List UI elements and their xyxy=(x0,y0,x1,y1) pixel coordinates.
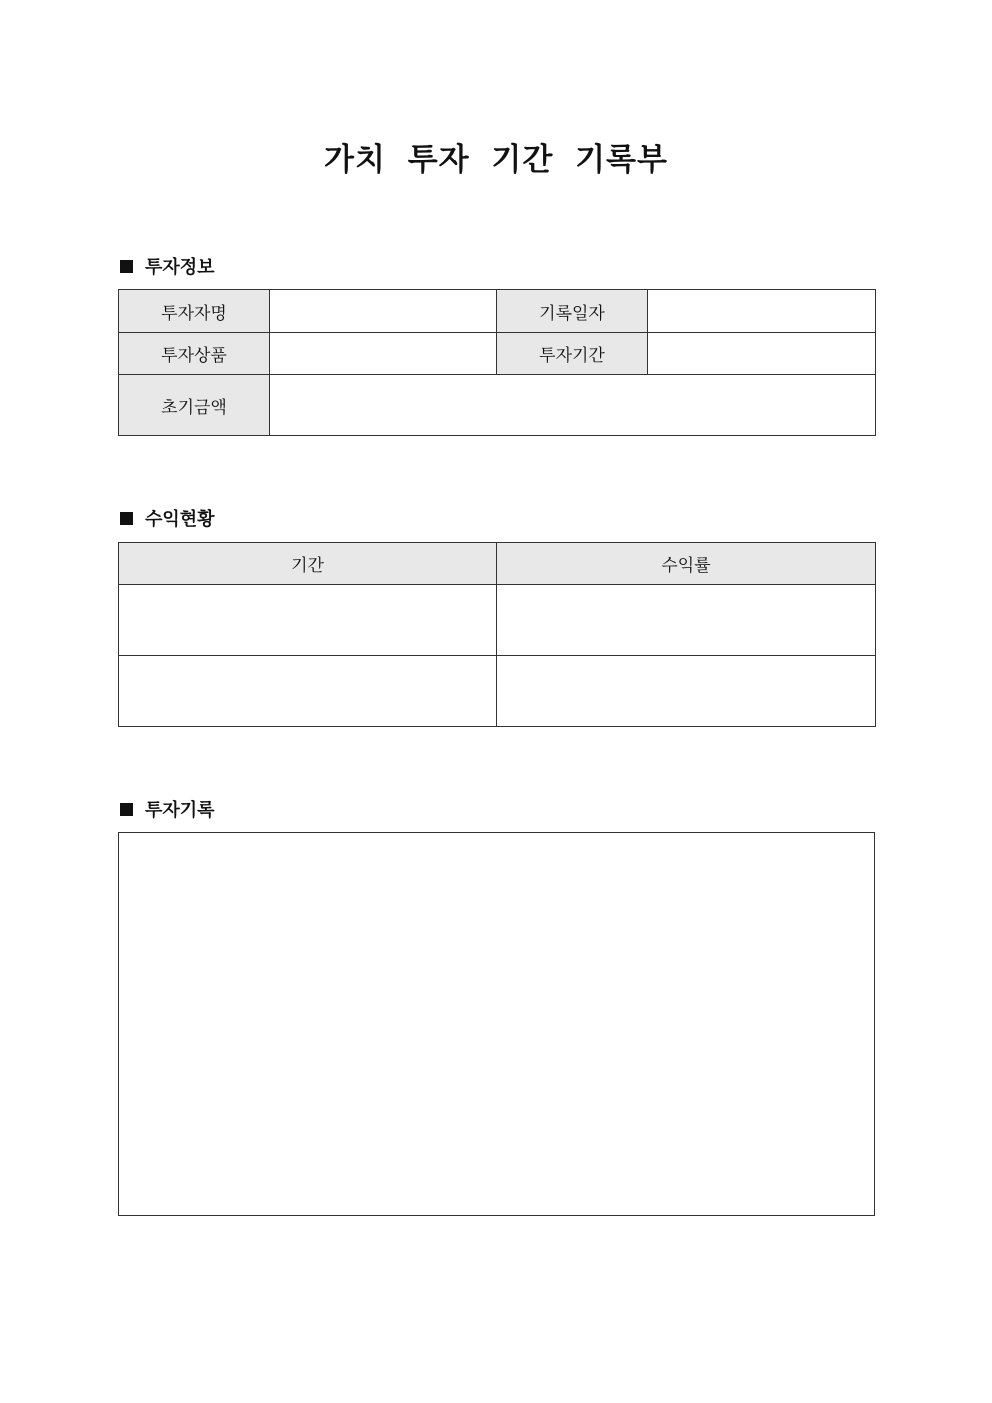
square-bullet-icon xyxy=(120,803,133,816)
section-heading-info xyxy=(120,253,215,279)
table-row xyxy=(119,585,876,656)
investor-name-field[interactable] xyxy=(270,290,497,333)
column-header-period: 기간 xyxy=(119,543,497,585)
investment-info-table xyxy=(118,289,876,436)
section-heading-records xyxy=(120,796,215,822)
returns-table xyxy=(118,542,876,727)
section-heading-label: 투자기록 xyxy=(145,800,215,821)
initial-amount-field[interactable] xyxy=(270,375,876,436)
investor-name-label: 투자자명 xyxy=(119,290,270,333)
table-row xyxy=(119,656,876,727)
section-heading-label: 투자정보 xyxy=(145,257,215,278)
square-bullet-icon xyxy=(120,512,133,525)
square-bullet-icon xyxy=(120,260,133,273)
investment-product-label: 투자상품 xyxy=(119,333,270,375)
investment-product-field[interactable] xyxy=(270,333,497,375)
record-date-field[interactable] xyxy=(648,290,876,333)
investment-period-label: 투자기간 xyxy=(497,333,648,375)
period-cell[interactable] xyxy=(119,585,497,656)
section-heading-returns xyxy=(120,505,215,531)
investment-record-box[interactable] xyxy=(118,832,875,1216)
investment-period-field[interactable] xyxy=(648,333,876,375)
section-heading-label: 수익현황 xyxy=(145,509,215,530)
return-rate-cell[interactable] xyxy=(497,585,876,656)
initial-amount-label: 초기금액 xyxy=(119,375,270,436)
page-title: 가치 투자 기간 기록부 xyxy=(324,142,668,178)
period-cell[interactable] xyxy=(119,656,497,727)
return-rate-cell[interactable] xyxy=(497,656,876,727)
column-header-return-rate: 수익률 xyxy=(497,543,876,585)
record-date-label: 기록일자 xyxy=(497,290,648,333)
